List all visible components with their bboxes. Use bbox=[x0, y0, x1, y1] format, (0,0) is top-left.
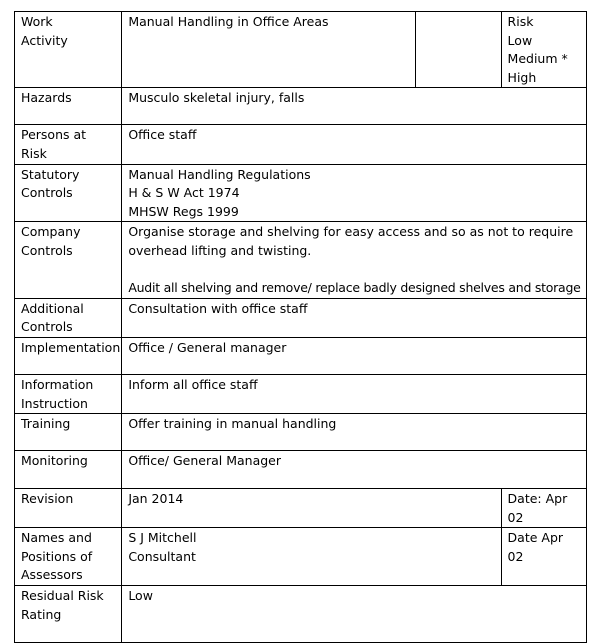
revision-value bbox=[122, 489, 501, 528]
regulation-line: MHSW Regs 1999 bbox=[128, 203, 239, 219]
date-line: Date: Apr bbox=[507, 491, 568, 507]
persons-at-risk-text: Office staff bbox=[128, 127, 197, 143]
hazards-value bbox=[122, 88, 587, 125]
training-text: Offer training in manual handling bbox=[128, 416, 337, 432]
label-line: Implementation bbox=[21, 339, 121, 355]
row-information-instruction bbox=[15, 374, 587, 413]
label-line: Information bbox=[21, 376, 94, 392]
assessors-value bbox=[122, 528, 501, 586]
work-activity-text: Manual Handling in Office Areas bbox=[128, 14, 329, 29]
monitoring-text: Office/ General Manager bbox=[128, 453, 282, 469]
information-instruction-text: Inform all office staff bbox=[128, 376, 258, 392]
label-line: Risk bbox=[21, 145, 47, 161]
row-statutory-controls bbox=[15, 164, 587, 222]
label-line: Additional bbox=[21, 300, 84, 316]
label-line: Training bbox=[21, 416, 71, 432]
date-line: 02 bbox=[507, 509, 524, 525]
risk-option-medium: Medium * bbox=[507, 51, 568, 67]
control-line: Organise storage and shelving for easy access and so as not to require bbox=[128, 224, 574, 240]
row-additional-controls bbox=[15, 298, 587, 337]
residual-risk-value bbox=[122, 586, 587, 643]
information-instruction-value bbox=[122, 374, 587, 413]
label-line: Residual Risk bbox=[21, 588, 104, 604]
regulation-line: Manual Handling Regulations bbox=[128, 166, 311, 182]
row-training bbox=[15, 414, 587, 451]
work-activity-label bbox=[15, 12, 122, 88]
spacer bbox=[128, 261, 580, 280]
hazards-text: Musculo skeletal injury, falls bbox=[128, 90, 305, 106]
company-controls-value bbox=[122, 222, 587, 298]
implementation-text: Office / General manager bbox=[128, 339, 287, 355]
label-line: Positions of bbox=[21, 548, 93, 564]
information-instruction-label bbox=[15, 374, 122, 413]
assessors-label bbox=[15, 528, 122, 586]
risk-assessment-table bbox=[14, 11, 587, 643]
additional-controls-text: Consultation with office staff bbox=[128, 300, 308, 316]
row-hazards bbox=[15, 88, 587, 125]
label-line: Statutory bbox=[21, 166, 80, 182]
additional-controls-label bbox=[15, 298, 122, 337]
persons-at-risk-label bbox=[15, 125, 122, 164]
label-line: Assessors bbox=[21, 567, 83, 583]
regulation-line: H & S W Act 1974 bbox=[128, 185, 240, 201]
risk-level-cell bbox=[501, 12, 586, 88]
label-line: Revision bbox=[21, 491, 74, 507]
label-line: Work bbox=[21, 14, 53, 29]
blank-cell bbox=[416, 12, 501, 88]
control-line: overhead lifting and twisting. bbox=[128, 242, 312, 258]
assessor-position: Consultant bbox=[128, 548, 196, 564]
residual-risk-text: Low bbox=[128, 588, 153, 604]
label-line: Activity bbox=[21, 32, 68, 48]
label-line: Company bbox=[21, 224, 81, 240]
row-revision bbox=[15, 489, 587, 528]
date-line: 02 bbox=[507, 548, 524, 564]
row-persons-at-risk bbox=[15, 125, 587, 164]
label-line: Controls bbox=[21, 242, 73, 258]
label-line: Rating bbox=[21, 606, 62, 622]
date-line: Date Apr bbox=[507, 530, 564, 546]
label-line: Hazards bbox=[21, 90, 72, 106]
risk-option-high: High bbox=[507, 69, 537, 85]
revision-date-cell bbox=[501, 489, 586, 528]
work-activity-value bbox=[122, 12, 416, 88]
statutory-controls-label bbox=[15, 164, 122, 222]
label-line: Controls bbox=[21, 319, 73, 335]
assessor-name: S J Mitchell bbox=[128, 530, 197, 546]
hazards-label bbox=[15, 88, 122, 125]
training-value bbox=[122, 414, 587, 451]
training-label bbox=[15, 414, 122, 451]
implementation-label bbox=[15, 337, 122, 374]
revision-text: Jan 2014 bbox=[128, 491, 184, 507]
residual-risk-label bbox=[15, 586, 122, 643]
row-residual-risk bbox=[15, 586, 587, 643]
risk-option-low: Low bbox=[507, 32, 533, 48]
persons-at-risk-value bbox=[122, 125, 587, 164]
company-controls-label bbox=[15, 222, 122, 298]
label-line: Controls bbox=[21, 185, 73, 201]
label-line: Instruction bbox=[21, 395, 88, 411]
assessors-date-cell bbox=[501, 528, 586, 586]
implementation-value bbox=[122, 337, 587, 374]
row-work-activity bbox=[15, 12, 587, 88]
label-line: Persons at bbox=[21, 127, 87, 143]
row-monitoring bbox=[15, 451, 587, 489]
statutory-controls-value bbox=[122, 164, 587, 222]
monitoring-label bbox=[15, 451, 122, 489]
row-implementation bbox=[15, 337, 587, 374]
revision-label bbox=[15, 489, 122, 528]
row-assessors bbox=[15, 528, 587, 586]
row-company-controls bbox=[15, 222, 587, 298]
risk-heading: Risk bbox=[507, 14, 534, 29]
label-line: Names and bbox=[21, 530, 92, 546]
label-line: Monitoring bbox=[21, 453, 88, 469]
monitoring-value bbox=[122, 451, 587, 489]
control-line: Audit all shelving and remove/ replace badly designed shelves and storage bbox=[128, 280, 581, 296]
additional-controls-value bbox=[122, 298, 587, 337]
